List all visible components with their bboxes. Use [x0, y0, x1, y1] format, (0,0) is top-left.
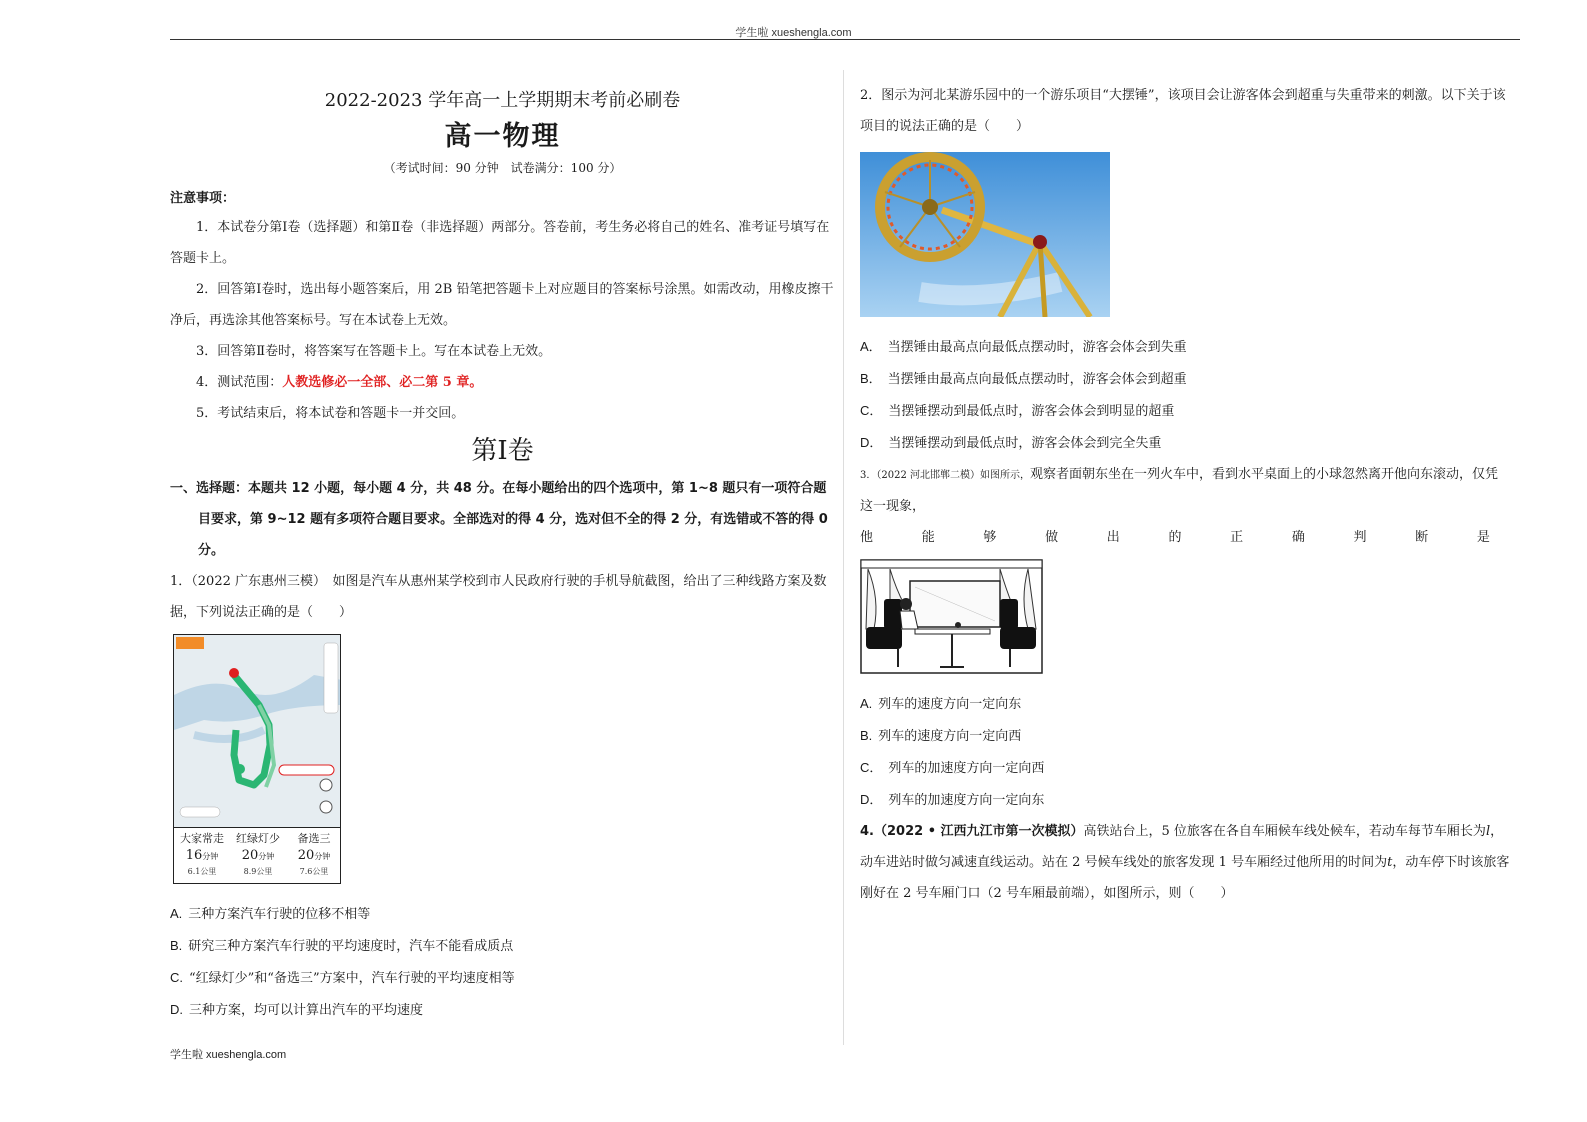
question-3-option-c: [860, 752, 1510, 784]
option-letter: B.: [170, 938, 183, 953]
route-option-1-distance: 6.1公里: [187, 867, 217, 876]
route-option-3-time-unit: 分钟: [314, 852, 331, 861]
question-1-option-a: [170, 898, 835, 930]
route-option-2-time-value: 20: [241, 848, 259, 863]
stem-char: 出: [1106, 530, 1120, 545]
notice-item-1: 1．本试卷分第Ⅰ卷（选择题）和第Ⅱ卷（非选择题）两部分。答卷前，考生务必将自己的姓名、准考证号填写在答题卡上。: [170, 220, 830, 266]
route-option-3: [286, 828, 341, 884]
option-text: 当摆锤摆动到最低点时，游客会体会到明显的超重: [888, 404, 1175, 419]
left-column: [170, 80, 835, 1026]
route-option-2-time: [230, 848, 286, 863]
train-observer-drawing: [860, 559, 1043, 674]
header-site-label: 学生啦 xueshengla.com: [735, 27, 852, 39]
navigation-map: [174, 635, 341, 827]
option-text: 三种方案，均可以计算出汽车的平均速度: [189, 1003, 424, 1018]
route-option-1-time: [174, 848, 230, 863]
route-option-3-name: 备选三: [297, 832, 331, 845]
right-column: [860, 80, 1510, 909]
pendulum-ride-photo: [860, 152, 1110, 317]
question-3-option-d: [860, 784, 1510, 816]
exam-meta: （考试时间：90 分钟 试卷满分：100 分）: [383, 161, 622, 175]
question-1-option-d: [170, 994, 835, 1026]
stem-char: 他: [860, 530, 874, 545]
route-option-1-name: 大家常走: [180, 832, 224, 845]
option-letter: B．: [860, 371, 882, 386]
option-text: 列车的速度方向一定向东: [878, 697, 1022, 712]
question-3-stem-tail: [860, 522, 1510, 553]
option-text: 当摆锤由最高点向最低点摆动时，游客会体会到失重: [887, 340, 1187, 355]
question-3-option-b: [860, 720, 1510, 752]
stem-char: 够: [983, 530, 997, 545]
option-letter: A.: [860, 696, 873, 711]
route-option-1: [174, 828, 230, 884]
route-option-3-time-value: 20: [297, 848, 315, 863]
question-4-label: 4.（2022 • 江西九江市第一次模拟）: [860, 824, 1084, 839]
question-2-stem: 2．图示为河北某游乐园中的一个游乐项目“大摆锤”，该项目会让游客体会到超重与失重带来的刺激。以下关于该项目的说法正确的是（ ）: [860, 88, 1506, 134]
option-text: 三种方案汽车行驶的位移不相等: [188, 907, 371, 922]
option-text: 当摆锤摆动到最低点时，游客会体会到完全失重: [888, 436, 1162, 451]
route-option-3-time: [286, 848, 341, 863]
test-scope-highlight: 人教选修必一全部、必二第 5 章。: [282, 375, 483, 390]
notice-item-2: 2．回答第Ⅰ卷时，选出每小题答案后，用 2B 铅笔把答题卡上对应题目的答案标号涂黑。如需改动，用橡皮擦干净后，再选涂其他答案标号。写在本试卷上无效。: [170, 282, 834, 328]
notice-item-5: 5．考试结束后，将本试卷和答题卡一并交回。: [196, 406, 465, 421]
part-one-title: 第Ⅰ卷: [471, 436, 534, 466]
route-option-1-time-value: 16: [185, 848, 203, 863]
option-letter: A．: [860, 339, 882, 354]
stem-char: 是: [1476, 530, 1490, 545]
option-letter: D．: [860, 435, 883, 450]
option-text: 研究三种方案汽车行驶的平均速度时，汽车不能看成质点: [188, 939, 514, 954]
question-4-stem: [860, 816, 1510, 909]
stem-char: 确: [1291, 530, 1305, 545]
option-text: “红绿灯少”和“备选三”方案中，汽车行驶的平均速度相等: [189, 971, 515, 986]
option-letter: D．: [860, 792, 883, 807]
route-option-2: [230, 828, 286, 884]
route-option-2-distance: 8.9公里: [243, 867, 273, 876]
question-4-text-3: ，动车停下时该旅客刚好在 2 号车厢门口（2 号车厢最前端），如图所示，则（ ）: [860, 855, 1510, 901]
exam-series-title: 2022-2023 学年高一上学期期末考前必刷卷: [324, 90, 681, 111]
option-text: 当摆锤由最高点向最低点摆动时，游客会体会到超重: [887, 372, 1187, 387]
question-3-source: 3．（2022 河北邯郸二模）如图所示，: [860, 470, 1030, 481]
option-text: 列车的速度方向一定向西: [878, 729, 1022, 744]
question-4-var-l: l: [1485, 824, 1491, 839]
route-option-1-time-unit: 分钟: [202, 852, 219, 861]
question-3-text: 观察者面朝东坐在一列火车中，看到水平桌面上的小球忽然离开他向东滚动，仅凭这一现象，: [860, 467, 1499, 514]
question-4-text-2: ，动车进站时做匀减速直线运动。站在 2 号候车线处的旅客发现 1 号车厢经过他所用的时间为: [860, 824, 1504, 870]
stem-char: 正: [1230, 530, 1244, 545]
stem-char: 的: [1168, 530, 1182, 545]
exam-subject-title: 高一物理: [444, 121, 561, 152]
question-2-option-c: [860, 395, 1510, 427]
stem-char: 判: [1353, 530, 1367, 545]
stem-char: 断: [1415, 530, 1429, 545]
notice-item-4-label: 4．测试范围：: [196, 375, 283, 390]
question-2-option-d: [860, 427, 1510, 459]
option-text: 列车的加速度方向一定向东: [888, 793, 1045, 808]
question-1-stem: 1．（2022 广东惠州三模） 如图是汽车从惠州某学校到市人民政府行驶的手机导航截图，给出了三种线路方案及数据，下列说法正确的是（ ）: [170, 574, 827, 620]
option-letter: C．: [860, 760, 883, 775]
notice-item-3: 3．回答第Ⅱ卷时，将答案写在答题卡上。写在本试卷上无效。: [196, 344, 552, 359]
route-option-3-distance: 7.6公里: [299, 867, 329, 876]
navigation-screenshot-figure: [173, 634, 341, 884]
option-letter: C．: [860, 403, 883, 418]
section-heading-choice: 一、选择题：本题共 12 小题，每小题 4 分，共 48 分。在每小题给出的四个选项中，第 1~8 题只有一项符合题目要求，第 9~12 题有多项符合题目要求。全部选对的得 4 分，选对但不全的得 2 分，有选错或不答的得 0 分。: [170, 481, 828, 558]
option-letter: A.: [170, 906, 183, 921]
footer-site-label: 学生啦 xueshengla.com: [170, 1049, 287, 1061]
question-3-option-a: [860, 688, 1510, 720]
option-letter: C.: [170, 970, 183, 985]
header-rule: [170, 39, 1520, 40]
route-option-2-time-unit: 分钟: [258, 852, 275, 861]
stem-char: 能: [921, 530, 935, 545]
stem-char: 做: [1045, 530, 1059, 545]
question-1-option-c: [170, 962, 835, 994]
question-4-var-t: t: [1387, 855, 1393, 870]
question-1-option-b: [170, 930, 835, 962]
option-letter: B.: [860, 728, 873, 743]
option-letter: D.: [170, 1002, 183, 1017]
route-option-2-name: 红绿灯少: [236, 832, 280, 845]
question-3-stem: [860, 459, 1510, 522]
column-divider: [843, 70, 844, 1045]
question-2-option-a: [860, 331, 1510, 363]
option-text: 列车的加速度方向一定向西: [888, 761, 1045, 776]
question-4-text-1: 高铁站台上，5 位旅客在各自车厢候车线处候车，若动车每节车厢长为: [1083, 824, 1486, 839]
question-2-option-b: [860, 363, 1510, 395]
notice-heading: 注意事项：: [170, 191, 236, 206]
route-options-table: [174, 827, 341, 884]
notice-item-4: [170, 367, 835, 398]
